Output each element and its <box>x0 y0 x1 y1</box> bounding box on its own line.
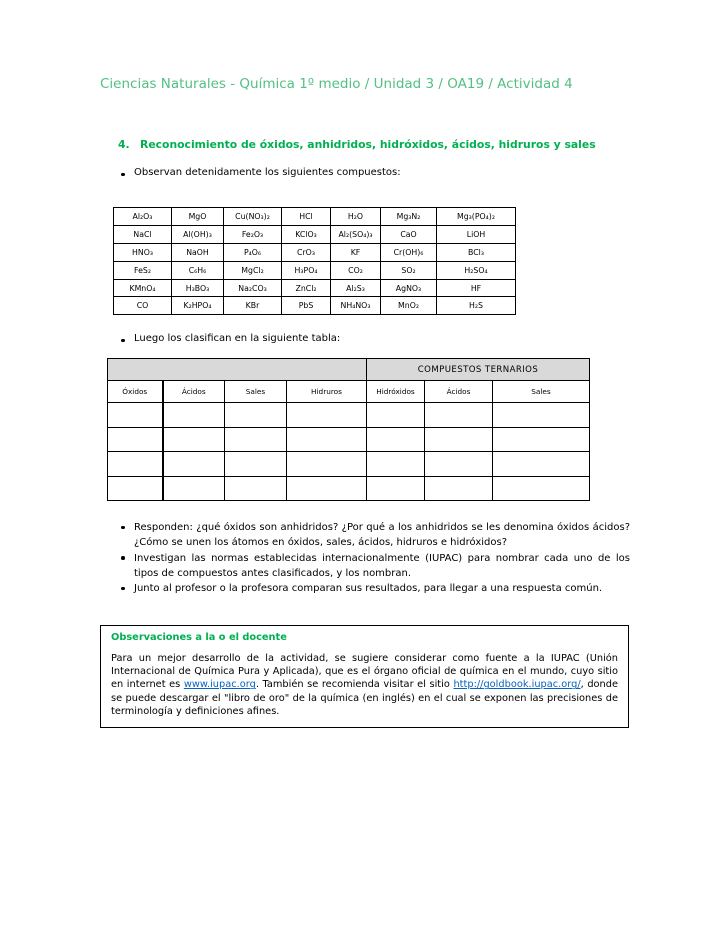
classification-cell <box>425 403 493 428</box>
compound-cell: NH₄NO₃ <box>331 297 381 315</box>
compound-cell: LiOH <box>437 225 516 243</box>
compound-cell: ZnCl₂ <box>282 279 331 297</box>
compound-cell: Al₂S₃ <box>331 279 381 297</box>
classification-cell <box>493 476 590 501</box>
classification-cell <box>493 452 590 477</box>
compound-cell: CaO <box>381 225 437 243</box>
classification-cell <box>425 476 493 501</box>
compound-cell: K₂HPO₄ <box>172 297 224 315</box>
classification-cell <box>287 427 367 452</box>
classification-column-header: Ácidos <box>163 381 225 403</box>
classification-empty-row <box>108 427 590 452</box>
classification-cell <box>367 452 425 477</box>
note-text-1: Para un mejor desarrollo de la actividad, se sugiere considerar como fuente a la IUPAC (Unión Internacional de Química Pura y Aplicada), que es el órgano oficial de química en el mundo, cuyo sitio en internet es <box>111 653 618 691</box>
classification-cell <box>493 427 590 452</box>
classification-cell <box>287 476 367 501</box>
compound-cell: KF <box>331 243 381 261</box>
classification-group-label: COMPUESTOS TERNARIOS <box>367 359 590 381</box>
bullet-comparan: Junto al profesor o la profesora comparan sus resultados, para llegar a una respuesta común. <box>118 581 630 596</box>
compound-row <box>114 225 516 243</box>
iupac-link[interactable]: www.iupac.org <box>183 679 256 691</box>
compound-cell: PbS <box>282 297 331 315</box>
compound-cell: Na₂CO₃ <box>224 279 282 297</box>
compound-cell: H₃BO₃ <box>172 279 224 297</box>
document-title: Ciencias Naturales - Química 1º medio / Unidad 3 / OA19 / Actividad 4 <box>100 76 573 92</box>
classification-cell <box>163 403 225 428</box>
compound-cell: Fe₂O₃ <box>224 225 282 243</box>
classification-cell <box>163 427 225 452</box>
compound-cell: H₂S <box>437 297 516 315</box>
compound-cell: MgCl₂ <box>224 261 282 279</box>
compound-cell: HF <box>437 279 516 297</box>
activity-number: 4. <box>118 138 130 151</box>
compound-cell: HNO₃ <box>114 243 172 261</box>
classification-header-row <box>108 381 590 403</box>
compound-cell: CrO₃ <box>282 243 331 261</box>
classification-column-header: Sales <box>225 381 287 403</box>
classification-cell <box>225 476 287 501</box>
classification-empty-row <box>108 452 590 477</box>
compound-row <box>114 297 516 315</box>
compound-cell: Cu(NO₃)₂ <box>224 208 282 226</box>
compound-cell: Mg₃(PO₄)₂ <box>437 208 516 226</box>
classification-column-header: Hidróxidos <box>367 381 425 403</box>
compound-cell: H₂O <box>331 208 381 226</box>
compound-cell: NaOH <box>172 243 224 261</box>
note-text-2: . También se recomienda visitar el sitio <box>255 679 454 691</box>
classification-cell <box>108 427 163 452</box>
classification-cell <box>225 427 287 452</box>
compound-cell: SO₂ <box>381 261 437 279</box>
compound-cell: Mg₃N₂ <box>381 208 437 226</box>
instruction-observe-list <box>118 167 401 178</box>
classification-group-empty-cell <box>108 359 367 381</box>
goldbook-link[interactable]: http://goldbook.iupac.org/ <box>453 679 581 691</box>
discussion-bullets <box>118 520 630 596</box>
compound-row <box>114 243 516 261</box>
activity-heading-text: Reconocimiento de óxidos, anhidridos, hidróxidos, ácidos, hidruros y sales <box>140 138 596 151</box>
classification-cell <box>367 476 425 501</box>
instruction-observe: Observan detenidamente los siguientes compuestos: <box>118 167 401 178</box>
compound-cell: KBr <box>224 297 282 315</box>
classification-column-header: Óxidos <box>108 381 163 403</box>
compound-cell: P₄O₆ <box>224 243 282 261</box>
compound-row <box>114 261 516 279</box>
classification-cell <box>287 403 367 428</box>
bullet-investigan: Investigan las normas establecidas internacionalmente (IUPAC) para nombrar cada uno de los tipos de compuestos antes clasificados, y los nombran. <box>118 551 630 582</box>
compound-row <box>114 279 516 297</box>
bullet-responden: Responden: ¿qué óxidos son anhidridos? ¿Por qué a los anhidridos se les denomina óxidos ácidos? ¿Cómo se unen los átomos en óxidos, sales, ácidos, hidruros e hidróxidos? <box>118 520 630 551</box>
classification-cell <box>367 403 425 428</box>
classification-table-body <box>108 403 590 501</box>
classification-cell <box>367 427 425 452</box>
classification-cell <box>493 403 590 428</box>
compounds-table-body <box>114 208 516 315</box>
classification-cell <box>225 452 287 477</box>
teacher-note-title: Observaciones a la o el docente <box>111 632 287 643</box>
classification-cell <box>108 476 163 501</box>
classification-cell <box>225 403 287 428</box>
classification-cell <box>163 452 225 477</box>
classification-cell <box>425 452 493 477</box>
compound-cell: AgNO₃ <box>381 279 437 297</box>
compound-cell: MnO₂ <box>381 297 437 315</box>
compound-cell: KMnO₄ <box>114 279 172 297</box>
compound-cell: MgO <box>172 208 224 226</box>
activity-heading <box>118 138 596 151</box>
compound-cell: BCl₃ <box>437 243 516 261</box>
classification-empty-row <box>108 403 590 428</box>
compound-cell: KClO₃ <box>282 225 331 243</box>
instruction-classify-list <box>118 333 340 344</box>
classification-empty-row <box>108 476 590 501</box>
classification-cell <box>108 403 163 428</box>
compound-cell: H₃PO₄ <box>282 261 331 279</box>
compound-cell: Al₂(SO₄)₃ <box>331 225 381 243</box>
compound-cell: Al(OH)₃ <box>172 225 224 243</box>
compound-cell: NaCl <box>114 225 172 243</box>
teacher-note-box <box>100 625 629 728</box>
classification-cell <box>163 476 225 501</box>
classification-column-header: Sales <box>493 381 590 403</box>
compound-cell: Cr(OH)₆ <box>381 243 437 261</box>
compound-cell: C₆H₆ <box>172 261 224 279</box>
compound-cell: FeS₂ <box>114 261 172 279</box>
compound-row <box>114 208 516 226</box>
note-text-3: , donde se puede descargar el "libro de oro" de la química (en inglés) en el cual se exponen las precisiones de terminología y definiciones afines. <box>111 679 618 717</box>
compound-cell: HCl <box>282 208 331 226</box>
classification-column-header: Hidruros <box>287 381 367 403</box>
compound-cell: Al₂O₃ <box>114 208 172 226</box>
classification-table <box>107 358 590 501</box>
classification-column-header: Ácidos <box>425 381 493 403</box>
teacher-note-body <box>111 652 618 718</box>
classification-cell <box>425 427 493 452</box>
classification-cell <box>287 452 367 477</box>
instruction-classify: Luego los clasifican en la siguiente tabla: <box>118 333 340 344</box>
compound-cell: CO₂ <box>331 261 381 279</box>
classification-cell <box>108 452 163 477</box>
compound-cell: H₂SO₄ <box>437 261 516 279</box>
compounds-table <box>113 207 516 315</box>
compound-cell: CO <box>114 297 172 315</box>
classification-group-row <box>108 359 590 381</box>
